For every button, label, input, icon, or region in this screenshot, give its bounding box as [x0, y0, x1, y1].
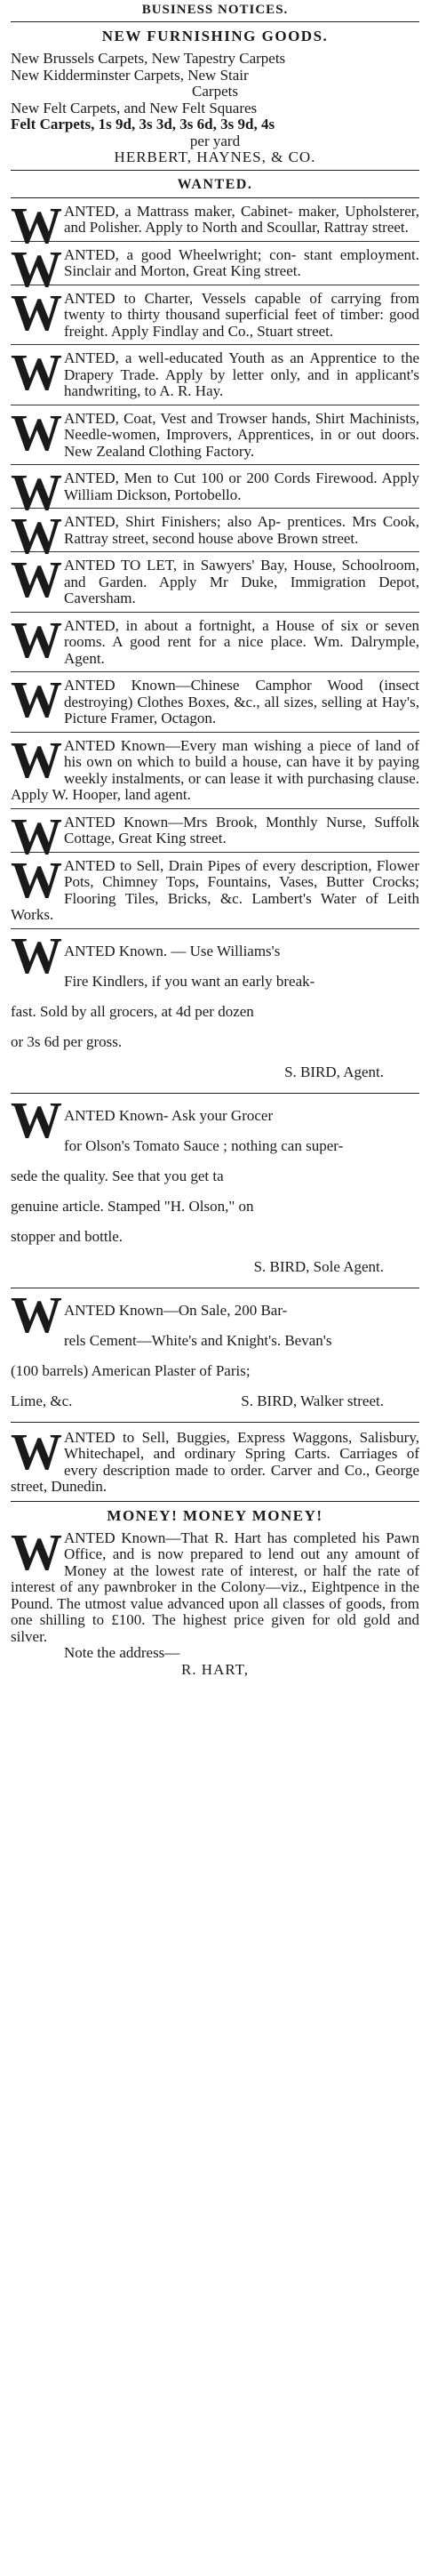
drop-cap: W	[11, 283, 62, 341]
ad-head: ANTED Known—On Sale, 200 Bar-	[64, 1301, 288, 1319]
ad-body: House, Schoolroom, and Garden. Apply Mr Duke, Immigration Depot, Caversham.	[64, 557, 420, 606]
wanted-ad-wide	[11, 926, 419, 1093]
wanted-ad	[11, 285, 419, 345]
drop-cap: W	[11, 463, 62, 521]
wanted-ad	[11, 405, 419, 465]
wanted-ad-wide	[11, 1090, 419, 1288]
furnishing-ad	[11, 22, 419, 170]
ad-line: (100 barrels) American Plaster of Paris;	[11, 1361, 251, 1379]
ad-body: completed his Pawn Office, and is now prepared to lend out any amount of Money at the lowest rate of interest, or half the rate of interest of any pawnbroker in the Colony—viz., Eightpence in the Pound. The utmost value advanced upon all classes of goods, from one shilling to £100. The highest price given for old gold and silver.	[11, 1529, 420, 1645]
drop-cap: W	[11, 670, 62, 728]
ad-head: ANTED Known—Chinese Camphor	[64, 677, 312, 694]
drop-cap: W	[11, 807, 62, 865]
ad-head: ANTED to Sell, Drain Pipes of every	[64, 856, 297, 874]
ad-line: stopper and bottle.	[11, 1227, 123, 1245]
ad-head: ANTED Known- Ask your Grocer	[64, 1106, 274, 1124]
wanted-ad	[11, 507, 420, 565]
drop-cap: W	[11, 343, 62, 401]
ad-signature: S. BIRD, Agent.	[284, 1063, 384, 1080]
ad-body: of carrying from twenty to thirty thousand superficial feet of timber: good freight. Apply Findlay and Co., Stuart street.	[64, 289, 419, 340]
ad-body: a piece of land of his own on which to build a house, can have it by paying weekly instalments, or can lease it with purchasing clause. Apply W. Hooper, land agent.	[11, 736, 420, 803]
wanted-ad-wide	[11, 1285, 419, 1422]
ad-head: ANTED Known. — Use Williams's	[64, 942, 281, 959]
wanted-ad	[11, 730, 420, 808]
wanted-ad	[11, 345, 419, 405]
furnishing-line: per yard	[189, 132, 241, 149]
money-title: MONEY! MONEY MONEY!	[107, 1506, 323, 1524]
furnishing-line: Carpets	[192, 83, 238, 100]
furnishing-body	[11, 51, 419, 166]
furnishing-line: New Brussels Carpets, New Tapestry Carpets	[11, 50, 286, 67]
wanted-ad-list	[11, 198, 419, 929]
drop-cap: W	[11, 550, 62, 608]
wanted-ad	[11, 850, 420, 928]
wanted-ad	[11, 552, 419, 612]
drop-cap: W	[11, 730, 62, 789]
ad-signature: S. BIRD, Sole Agent.	[253, 1257, 384, 1275]
drop-cap: W	[11, 507, 62, 565]
ad-head: ANTED, in about a fortnight, a	[64, 616, 269, 634]
ad-body: Cords Firewood. Apply William Dickson, Portobello.	[64, 469, 419, 503]
money-signature: R. HART,	[180, 1660, 250, 1678]
ad-body: Wood (insect destroying) Clothes Boxes, &c., all sizes, selling at Hay's, Picture Framer, Octagon.	[64, 677, 419, 726]
drop-cap: W	[11, 239, 62, 298]
wanted-ad	[11, 463, 419, 521]
drop-cap: W	[11, 926, 62, 984]
section-header: BUSINESS NOTICES.	[141, 3, 289, 17]
ad-head: ANTED, Coat, Vest and Trowser	[64, 409, 267, 427]
ad-line: sede the quality. See that you get ta	[11, 1167, 224, 1184]
furnishing-line: Felt Carpets, 1s 9d, 3s 3d, 3s 6d, 3s 9d, 4s	[11, 116, 275, 132]
ad-head: ANTED Known—That R. Hart has	[64, 1529, 288, 1546]
drop-cap: W	[11, 403, 62, 461]
ad-line: for Olson's Tomato Sauce ; nothing can super-	[64, 1136, 344, 1154]
ad-line: or 3s 6d per gross.	[11, 1032, 123, 1050]
wanted-ad	[11, 610, 420, 672]
ad-head: ANTED, Shirt Finishers; also Ap-	[64, 513, 282, 530]
ad-head: ANTED, Men to Cut 100 or 200	[64, 469, 269, 486]
ad-line: genuine article. Stamped "H. Olson," on	[11, 1197, 254, 1215]
drop-cap: W	[11, 1422, 62, 1481]
ad-head: ANTED, a good Wheelwright; con-	[64, 245, 297, 263]
money-body	[11, 1522, 420, 1679]
ad-body: stant employment. Sinclair and Morton, Great King street.	[64, 245, 420, 279]
ad-body: Waggons, Salisbury, Whitechapel, and ordinary Spring Carts. Carriages of every description made to order. Carver and Co., George street, Dunedin.	[11, 1428, 419, 1495]
furnishing-line: New Felt Carpets, and New Felt Squares	[11, 99, 258, 116]
wanted-ad	[11, 672, 419, 732]
ad-head: ANTED, a Mattrass maker, Cabinet-	[64, 202, 293, 220]
money-ad	[11, 1502, 419, 1679]
drop-cap: W	[11, 1090, 62, 1149]
ad-body: an Apprentice to the Drapery Trade. Apply by letter only, and in applicant's handwriting, to A. R. Hay.	[64, 349, 420, 399]
furnishing-signature: HERBERT, HAYNES, & CO.	[114, 148, 316, 165]
ad-body: description, Flower Pots, Chimney Tops, Fountains, Vases, Butter Crocks; Flooring Tiles, Bricks, &c. Lambert's Water of Leith Works.	[11, 856, 420, 923]
ad-body: prentices. Mrs Cook, Rattray street, second house above Brown street.	[64, 513, 420, 547]
money-note: Note the address—	[64, 1644, 180, 1661]
wanted-ad	[11, 1423, 419, 1501]
ad-body: maker, Upholsterer, and Polisher. Apply to North and Scoullar, Rattray street.	[64, 202, 419, 236]
drop-cap: W	[11, 1285, 62, 1344]
drop-cap: W	[11, 1522, 62, 1581]
furnishing-line: New Kidderminster Carpets, New Stair	[11, 66, 249, 84]
drop-cap: W	[11, 196, 62, 254]
newspaper-column	[11, 0, 419, 1678]
ad-line: rels Cement—White's and Knight's. Bevan's	[64, 1331, 332, 1349]
ad-body: hands, Shirt Machinists, Needle-women, Improvers, Apprentices, in or out doors. New Zealand Clothing Factory.	[64, 409, 420, 460]
drop-cap: W	[11, 610, 62, 669]
ad-body: House of six or seven rooms. A good rent for a nice place. Wm. Dalrymple, Agent.	[64, 616, 420, 667]
ad-head: ANTED Known—Every man wishing	[64, 736, 302, 754]
ad-head: ANTED to Charter, Vessels capable	[64, 289, 301, 307]
ad-line: fast. Sold by all grocers, at 4d per dozen	[11, 1002, 254, 1020]
ad-head: ANTED, a well-educated Youth as	[64, 349, 284, 366]
ad-head: ANTED to Sell, Buggies, Express	[64, 1428, 285, 1446]
ad-line: Fire Kindlers, if you want an early break-	[64, 972, 315, 990]
ad-head: ANTED Known—Mrs Brook, Monthly	[64, 813, 318, 831]
wanted-title: WANTED.	[177, 176, 253, 192]
ad-head: ANTED TO LET, in Sawyers' Bay,	[64, 557, 288, 574]
ad-body: Nurse, Suffolk Cottage, Great King street.	[64, 813, 420, 847]
furnishing-title: NEW FURNISHING GOODS.	[101, 28, 329, 44]
drop-cap: W	[11, 850, 62, 909]
ad-line: Lime, &c.	[11, 1392, 73, 1409]
ad-signature: S. BIRD, Walker street.	[241, 1392, 384, 1409]
